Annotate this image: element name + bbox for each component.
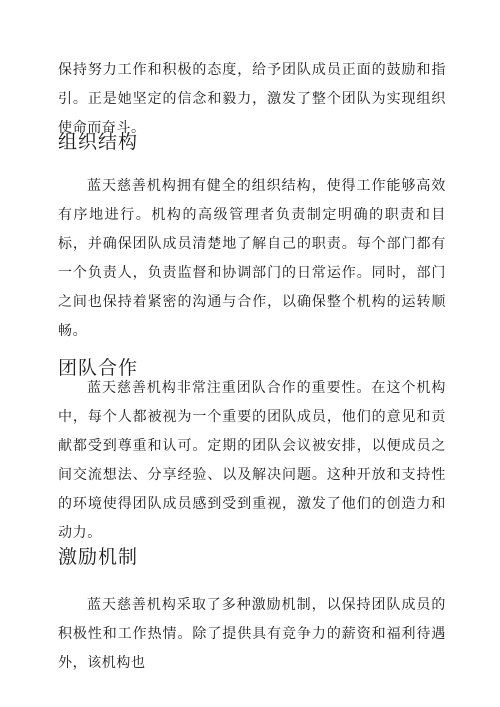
section-heading-teamwork: 团队合作 (58, 357, 139, 379)
organization-structure-paragraph: 蓝天慈善机构拥有健全的组织结构，使得工作能够高效有序地进行。机构的高级管理者负责制定明确的职责和目标，并确保团队成员清楚地了解自己的职责。每个部门都有一个负责人，负责监督和协调部门的日常运作。同时，部门之间也保持着紧密的沟通与合作，以确保整个机构的运转顺畅。 (58, 178, 446, 339)
section-heading-incentive-mechanism: 激励机制 (58, 546, 139, 568)
teamwork-paragraph: 蓝天慈善机构非常注重团队合作的重要性。在这个机构中，每个人都被视为一个重要的团队成员，他们的意见和贡献都受到尊重和认可。定期的团队会议被安排，以便成员之间交流想法、分享经验、以及解决问题。这种开放和支持性的环境使得团队成员感到受到重视，激发了他们的创造力和动力。 (58, 380, 446, 541)
intro-paragraph: 保持努力工作和积极的态度，给予团队成员正面的鼓励和指引。正是她坚定的信念和毅力，激发了整个团队为实现组织使命而奋斗。 (58, 62, 446, 136)
section-heading-organization-structure: 组织结构 (58, 131, 139, 153)
incentive-mechanism-paragraph: 蓝天慈善机构采取了多种激励机制，以保持团队成员的积极性和工作热情。除了提供具有竞争力的薪资和福利待遇外，该机构也 (58, 597, 446, 671)
